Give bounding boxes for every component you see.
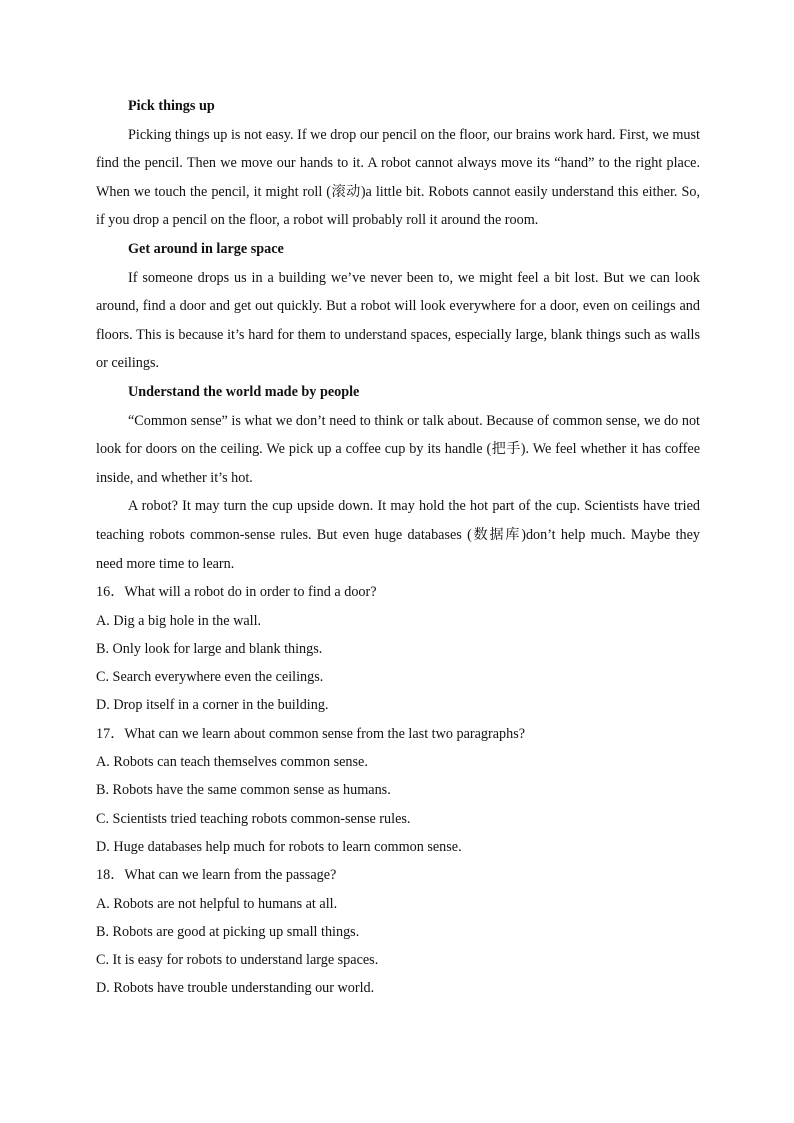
answer-option-c: C. It is easy for robots to understand large spaces. [96,951,379,968]
answer-option-b: B. Robots have the same common sense as humans. [96,782,391,799]
paragraph: If someone drops us in a building we’ve never been to, we might feel a bit lost. But we can look around, find a door and get out quickly. But a robot will look everywhere for a door, even on ceilings and floors. This is because it’s hard for them to understand spaces, especially large, blank things such as walls or ceilings. [96,269,700,372]
question-number: 17． [96,725,125,742]
question-number: 16． [96,584,125,601]
question-17 [96,720,700,861]
answer-option-c: C. Search everywhere even the ceilings. [96,669,324,686]
question-text: What can we learn from the passage? [124,866,337,883]
paragraph: Picking things up is not easy. If we drop our pencil on the floor, our brains work hard. First, we must find the pencil. Then we move our hands to it. A robot cannot always move its “hand” to the right place. When we touch the pencil, it might roll (滚动)a little bit. Robots cannot easily understand this either. So, if you drop a pencil on the floor, a robot will probably roll it around the room. [96,126,700,229]
question-prompt [96,861,700,890]
section-heading: Understand the world made by people [128,383,360,400]
question-16 [96,578,700,719]
document-page [96,92,700,1002]
answer-option-a: A. Dig a big hole in the wall. [96,612,262,629]
question-text: What will a robot do in order to find a door? [124,584,377,601]
answer-option-a: A. Robots are not helpful to humans at all. [96,895,338,912]
section-heading: Pick things up [128,98,215,114]
question-prompt [96,578,700,607]
answer-option-d: D. Drop itself in a corner in the building. [96,697,329,714]
paragraph: “Common sense” is what we don’t need to think or talk about. Because of common sense, we do not look for doors on the ceiling. We pick up a coffee cup by its handle (把手). We feel whether it has coffee inside, and whether it’s hot. [96,412,700,486]
answer-option-b: B. Only look for large and blank things. [96,640,323,657]
question-18 [96,861,700,1002]
question-text: What can we learn about common sense from the last two paragraphs? [124,725,526,742]
question-number: 18． [96,866,125,883]
answer-option-d: D. Robots have trouble understanding our world. [96,980,375,997]
answer-option-b: B. Robots are good at picking up small things. [96,923,360,940]
answer-option-d: D. Huge databases help much for robots to learn common sense. [96,838,462,855]
answer-option-a: A. Robots can teach themselves common sense. [96,754,368,771]
paragraph: A robot? It may turn the cup upside down. It may hold the hot part of the cup. Scientists have tried teaching robots common-sense rules. But even huge databases (数据库)don’t help much. Maybe they need more time to learn. [96,498,700,572]
section-heading: Get around in large space [128,240,284,257]
question-prompt [96,720,700,749]
answer-option-c: C. Scientists tried teaching robots common-sense rules. [96,810,411,827]
